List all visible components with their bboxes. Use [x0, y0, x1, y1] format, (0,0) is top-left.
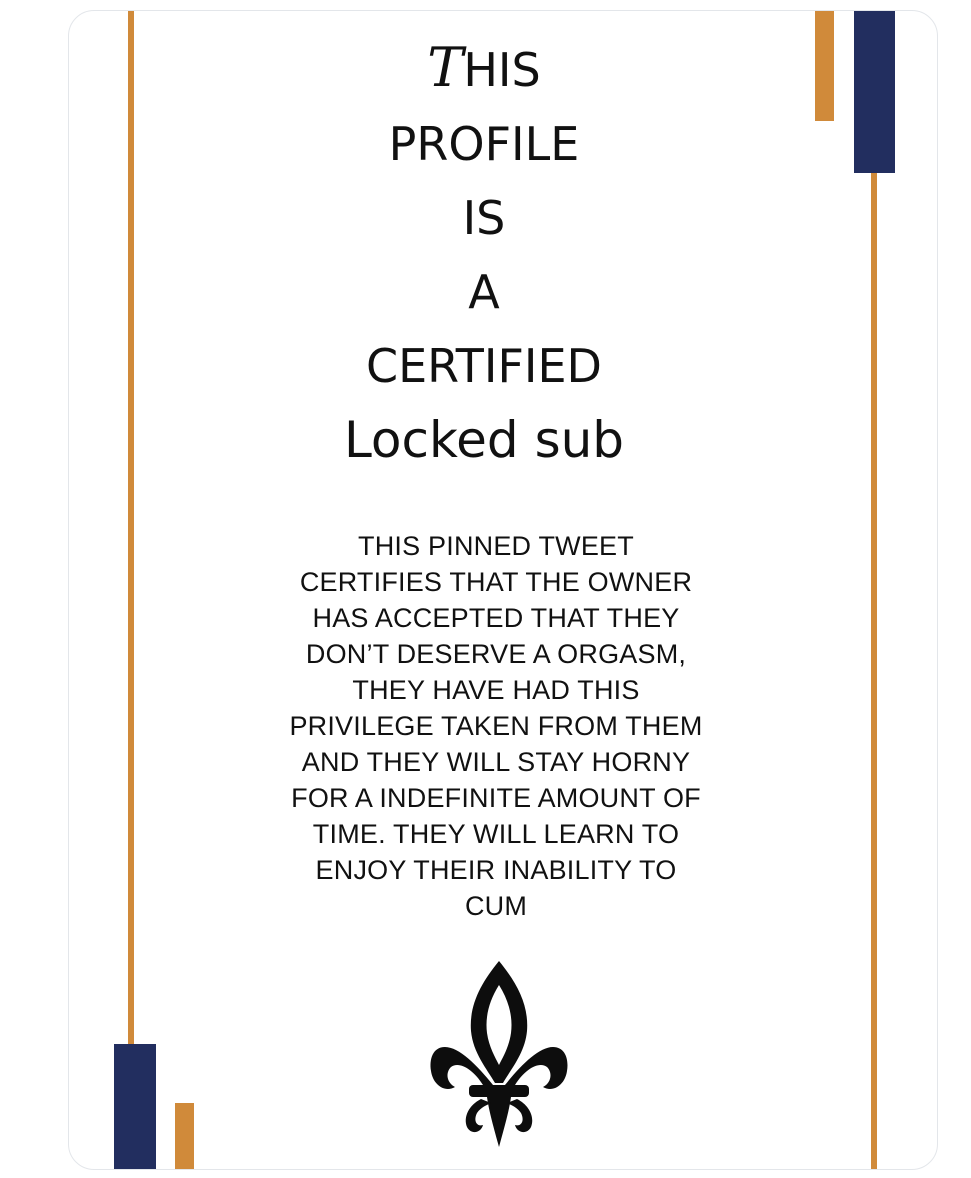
heading-first-letter: T: [427, 36, 464, 99]
body-line: THIS PINNED TWEET: [358, 531, 634, 561]
bottom-orange-bar: [175, 1103, 194, 1170]
certificate-heading: [69, 31, 899, 477]
body-line: ENJOY THEIR INABILITY TO: [315, 855, 677, 885]
body-line: AND THEY WILL STAY HORNY: [301, 747, 691, 777]
heading-line-4: A: [468, 265, 500, 319]
body-line: CERTIFIES THAT THE OWNER: [299, 567, 693, 597]
certificate-body: [219, 528, 773, 924]
heading-line-1: [69, 31, 899, 107]
heading-line-1-rest: HIS: [463, 43, 541, 97]
body-line: PRIVILEGE TAKEN FROM THEM: [289, 711, 703, 741]
heading-line-3: IS: [462, 191, 506, 245]
bottom-navy-bar: [114, 1044, 156, 1170]
body-line: HAS ACCEPTED THAT THEY: [312, 603, 680, 633]
body-line: FOR A INDEFINITE AMOUNT OF: [291, 783, 701, 813]
heading-line-6: Locked sub: [343, 411, 625, 469]
heading-line-5: CERTIFIED: [366, 339, 602, 393]
body-line: TIME. THEY WILL LEARN TO: [312, 819, 680, 849]
body-line: DON’T DESERVE A ORGASM,: [305, 639, 687, 669]
fleur-de-lis-icon: [429, 961, 569, 1151]
heading-line-2: PROFILE: [388, 117, 580, 171]
certificate-card: [68, 10, 938, 1170]
body-line: THEY HAVE HAD THIS: [352, 675, 640, 705]
body-line: CUM: [464, 891, 528, 921]
